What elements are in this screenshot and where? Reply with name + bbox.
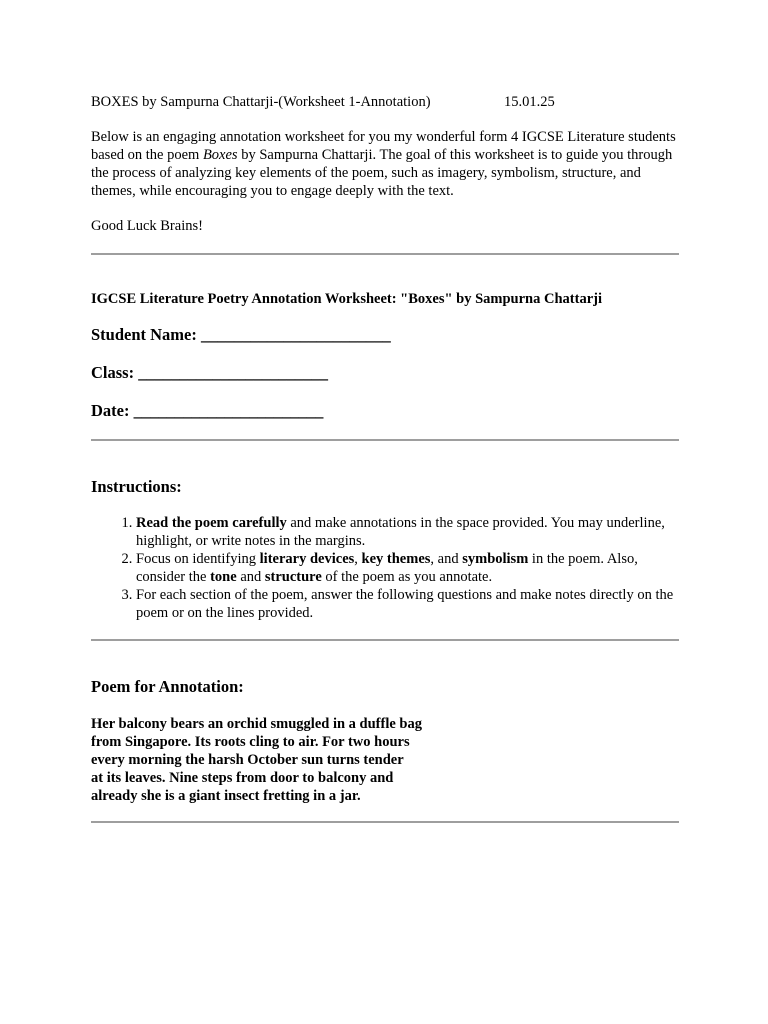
instruction-2-text: , and: [430, 551, 463, 567]
divider: [91, 253, 679, 255]
date-field[interactable]: Date: _______________________: [91, 401, 324, 420]
class-field[interactable]: Class: _______________________: [91, 363, 328, 382]
worksheet-page: [91, 93, 679, 823]
poem-text: [91, 715, 679, 805]
instruction-1-text: and make annotations in the space provided. You may underline, highlight, or write notes in the margins.: [136, 515, 665, 549]
intro-paragraph: [91, 128, 679, 200]
instruction-2-text: of the poem as you annotate.: [321, 569, 493, 585]
instruction-2-bold: symbolism: [462, 551, 529, 567]
instruction-1-bold: Read the poem carefully: [136, 515, 287, 531]
instruction-2-text: ,: [354, 551, 362, 567]
instruction-2-text: Focus on identifying: [136, 551, 260, 567]
instruction-2-text: and: [236, 569, 265, 585]
instruction-2-bold: structure: [264, 569, 322, 585]
instruction-item: [136, 514, 679, 550]
intro-text-1: Below is an engaging annotation worksheet for you my wonderful form 4 IGCSE Literature students based on the poem: [91, 129, 676, 163]
worksheet-title: IGCSE Literature Poetry Annotation Worksheet: "Boxes" by Sampurna Chattarji: [91, 291, 602, 307]
poem-line: already she is a giant insect fretting in a jar.: [91, 788, 361, 804]
intro-text-2: by Sampurna Chattarji. The goal of this worksheet is to guide you through the process of analyzing key elements of the poem, such as imagery, symbolism, structure, and themes, while encouraging you to engage deeply with the text.: [91, 147, 673, 199]
divider: [91, 439, 679, 441]
intro-poem-title: Boxes: [202, 147, 238, 163]
instructions-heading: Instructions:: [91, 477, 182, 496]
student-name-field[interactable]: Student Name: _______________________: [91, 325, 391, 344]
poem-line: Her balcony bears an orchid smuggled in a duffle bag: [91, 716, 422, 732]
poem-heading: Poem for Annotation:: [91, 677, 244, 696]
poem-line: every morning the harsh October sun turns tender: [91, 752, 404, 768]
instruction-2-bold: literary devices: [259, 551, 355, 567]
header-title: BOXES by Sampurna Chattarji-(Worksheet 1-Annotation): [91, 94, 431, 110]
instruction-2-bold: key themes: [361, 551, 431, 567]
header-line: [91, 93, 679, 111]
poem-line: at its leaves. Nine steps from door to balcony and: [91, 770, 394, 786]
instruction-2-text: in the poem. Also, consider the: [136, 551, 638, 585]
divider: [91, 821, 679, 823]
instruction-2-bold: tone: [210, 569, 237, 585]
instruction-item: [136, 550, 679, 586]
instruction-item: 3. For each section of the poem, answer the following questions and make notes directly on the poem or on the lines provided.: [136, 586, 679, 622]
divider: [91, 639, 679, 641]
header-date: 15.01.25: [504, 94, 555, 110]
good-luck-text: Good Luck Brains!: [91, 218, 203, 234]
instructions-list: [91, 514, 679, 622]
poem-line: from Singapore. Its roots cling to air. For two hours: [91, 734, 410, 750]
